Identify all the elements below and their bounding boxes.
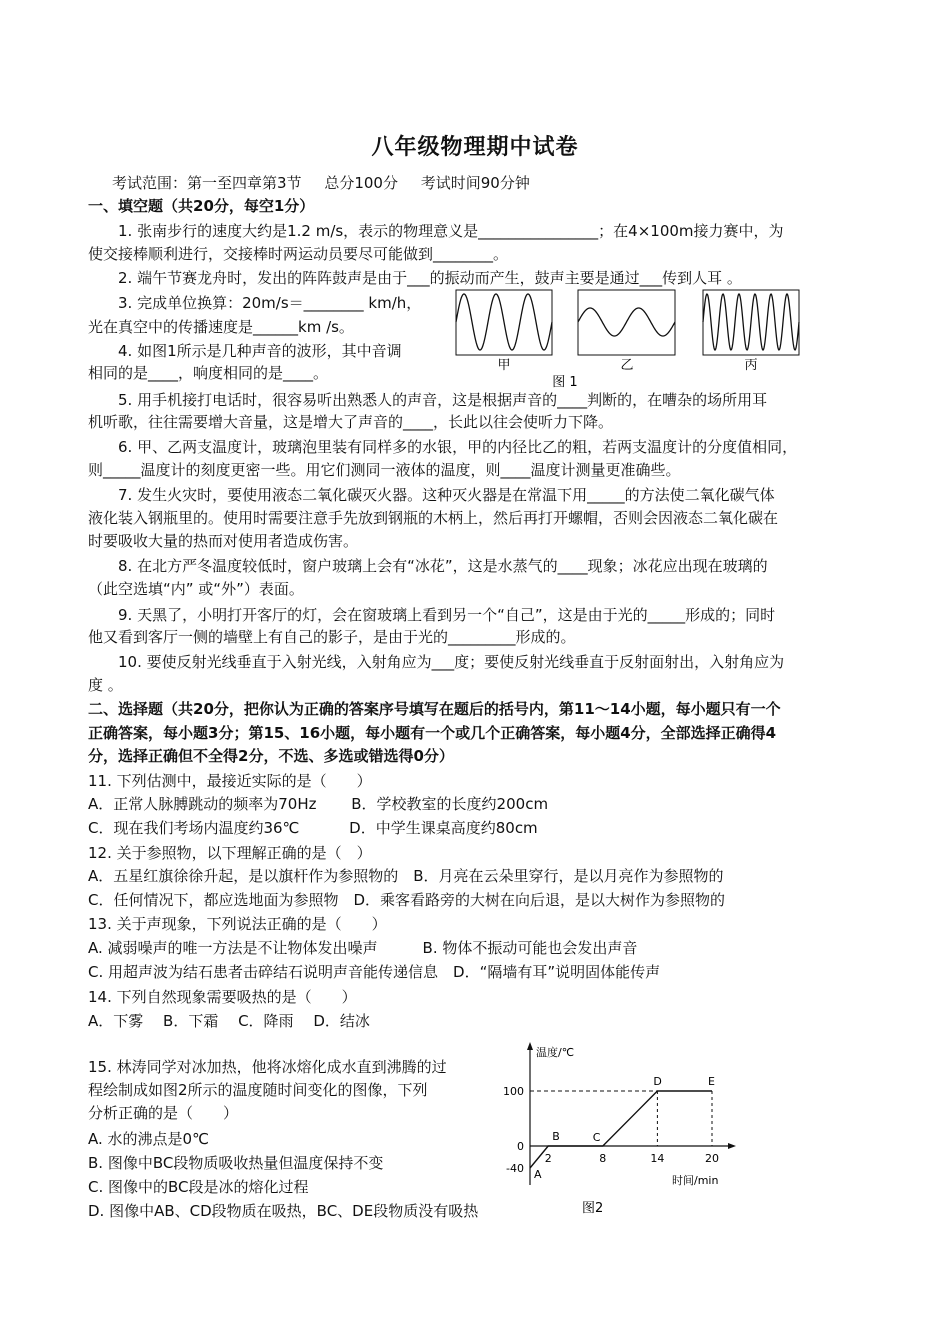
x-tick-label: 2: [544, 1152, 552, 1165]
point-label-d: D: [653, 1075, 662, 1088]
question-line: 3. 完成单位换算：20m/s＝________ km/h，: [118, 294, 422, 312]
question-line: 光在真空中的传播速度是______km /s。: [88, 318, 354, 336]
point-label-c: C: [592, 1131, 601, 1144]
section2-heading-line: 正确答案，每小题3分；第15、16小题，每小题有一个或几个正确答案，每小题4分，全部选择正确得4: [88, 724, 777, 742]
x-axis-label: 时间/min: [672, 1174, 719, 1187]
y-axis-label: 温度/℃: [536, 1046, 575, 1059]
question-line: 1. 张南步行的速度大约是1.2 m/s，表示的物理意义是________________；在4×100m接力赛中，为: [118, 222, 784, 240]
figure-1-caption: 图 1: [552, 375, 578, 390]
option-line: C. 图像中的BC段是冰的熔化过程: [88, 1178, 309, 1196]
option-line: A. 减弱噪声的唯一方法是不让物体发出噪声 B. 物体不振动可能也会发出声音: [88, 939, 638, 957]
wave-bing: [703, 294, 799, 350]
question-line: 2. 端午节赛龙舟时，发出的阵阵鼓声是由于___的振动而产生，鼓声主要是通过___传到人耳 。: [118, 269, 742, 287]
section1-heading: 一、填空题（共20分，每空1分）: [88, 197, 315, 215]
wave-label-jia: 甲: [497, 358, 511, 373]
question-line: 程绘制成如图2所示的温度随时间变化的图像，下列: [88, 1081, 428, 1099]
wave-label-yi: 乙: [620, 358, 634, 373]
x-axis-arrow: [728, 1143, 736, 1149]
exam-time: 考试时间90分钟: [420, 174, 530, 192]
question-line: 4. 如图1所示是几种声音的波形，其中音调: [118, 342, 402, 360]
option-line: A．正常人脉膊跳动的频率为70Hz B．学校教室的长度约200cm: [88, 795, 549, 813]
point-label-a: A: [534, 1168, 542, 1181]
page-title: 八年级物理期中试卷: [371, 135, 579, 160]
question-line: 12. 关于参照物，以下理解正确的是（ ）: [88, 844, 372, 862]
option-line: C．任何情况下，都应选地面为参照物 D．乘客看路旁的大树在向后退，是以大树作为参照物的: [88, 891, 726, 909]
point-label-b: B: [552, 1130, 560, 1143]
exam-range: 考试范围：第一至四章第3节: [112, 174, 302, 192]
option-line: C．现在我们考场内温度约36℃ D．中学生课桌高度约80cm: [88, 819, 538, 837]
question-line: 分析正确的是（ ）: [88, 1104, 239, 1122]
option-line: A．五星红旗徐徐升起，是以旗杆作为参照物的 B．月亮在云朵里穿行，是以月亮作为参照物的: [88, 867, 724, 885]
section2-heading-line: 分，选择正确但不全得2分，不选、多选或错选得0分）: [88, 747, 454, 765]
x-tick-label: 14: [650, 1152, 665, 1165]
question-line: 9. 天黑了，小明打开客厅的灯，会在窗玻璃上看到另一个“自己”，这是由于光的_____形成的；同时: [118, 606, 776, 624]
question-line: 7. 发生火灾时，要使用液态二氧化碳灭火器。这种灭火器是在常温下用_____的方法使二氧化碳气体: [118, 486, 775, 504]
question-line: 13. 关于声现象，下列说法正确的是（ ）: [88, 915, 387, 933]
figure-1-waveforms: [455, 289, 800, 399]
point-label-e: E: [708, 1075, 715, 1088]
question-line: 10. 要使反射光线垂直于入射光线，入射角应为___度；要使反射光线垂直于反射面射出，入射角应为: [118, 653, 785, 671]
question-line: 14. 下列自然现象需要吸热的是（ ）: [88, 988, 357, 1006]
question-line: 5. 用手机接打电话时，很容易听出熟悉人的声音，这是根据声音的____判断的，在嘈杂的场所用耳: [118, 391, 768, 409]
question-line: 11. 下列估测中，最接近实际的是（ ）: [88, 772, 372, 790]
question-line: 液化装入钢瓶里的。使用时需要注意手先放到钢瓶的木柄上，然后再打开螺帽，否则会因液态二氧化碳在: [88, 509, 779, 527]
exam-score: 总分100分: [324, 174, 398, 192]
wave-yi: [578, 308, 675, 336]
question-line: 时要吸收大量的热而对使用者造成伤害。: [88, 532, 359, 550]
option-line: C. 用超声波为结石患者击碎结石说明声音能传递信息 D．“隔墙有耳”说明固体能传声: [88, 963, 661, 981]
question-line: （此空选填“内” 或“外”）表面。: [88, 580, 304, 598]
question-line: 机听歌，往往需要增大音量，这是增大了声音的____，长此以往会使听力下降。: [88, 413, 614, 431]
section2-heading-line: 二、选择题（共20分，把你认为正确的答案序号填写在题后的括号内，第11～14小题，每小题只有一个: [88, 700, 781, 718]
question-line: 度 。: [88, 676, 123, 694]
option-line: A．下雾 B．下霜 C．降雨 D．结冰: [88, 1012, 370, 1030]
question-line: 相同的是____，响度相同的是____。: [88, 364, 329, 382]
question-line: 15. 林涛同学对冰加热，他将冰熔化成水直到沸腾的过: [88, 1058, 447, 1076]
y-tick-label: 100: [503, 1085, 524, 1098]
exam-meta: [112, 172, 548, 193]
figure-2-caption: 图2: [582, 1201, 604, 1216]
figure-2-temperature-chart: [500, 1040, 740, 1220]
wave-label-bing: 丙: [744, 358, 758, 373]
chart-marks: [503, 1075, 719, 1181]
option-line: A. 水的沸点是0℃: [88, 1130, 209, 1148]
question-line: 则_____温度计的刻度更密一些。用它们测同一液体的温度，则____温度计测量更准确些。: [88, 461, 681, 479]
question-line: 使交接棒顺利进行，交接棒时两运动员要尽可能做到________。: [88, 245, 509, 263]
y-tick-label: -40: [506, 1162, 524, 1175]
y-axis-arrow: [527, 1042, 533, 1050]
wave-jia: [456, 294, 552, 350]
y-tick-label: 0: [517, 1140, 524, 1153]
question-line: 6. 甲、乙两支温度计，玻璃泡里装有同样多的水银，甲的内径比乙的粗，若两支温度计的分度值相同，: [118, 438, 798, 456]
option-line: B. 图像中BC段物质吸收热量但温度保持不变: [88, 1154, 384, 1172]
question-line: 他又看到客厅一侧的墙壁上有自己的影子，是由于光的_________形成的。: [88, 628, 576, 646]
option-line: D. 图像中AB、CD段物质在吸热，BC、DE段物质没有吸热: [88, 1202, 479, 1220]
question-line: 8. 在北方严冬温度较低时，窗户玻璃上会有“冰花”，这是水蒸气的____现象；冰花应出现在玻璃的: [118, 557, 768, 575]
x-tick-label: 8: [599, 1152, 607, 1165]
x-tick-label: 20: [705, 1152, 719, 1165]
